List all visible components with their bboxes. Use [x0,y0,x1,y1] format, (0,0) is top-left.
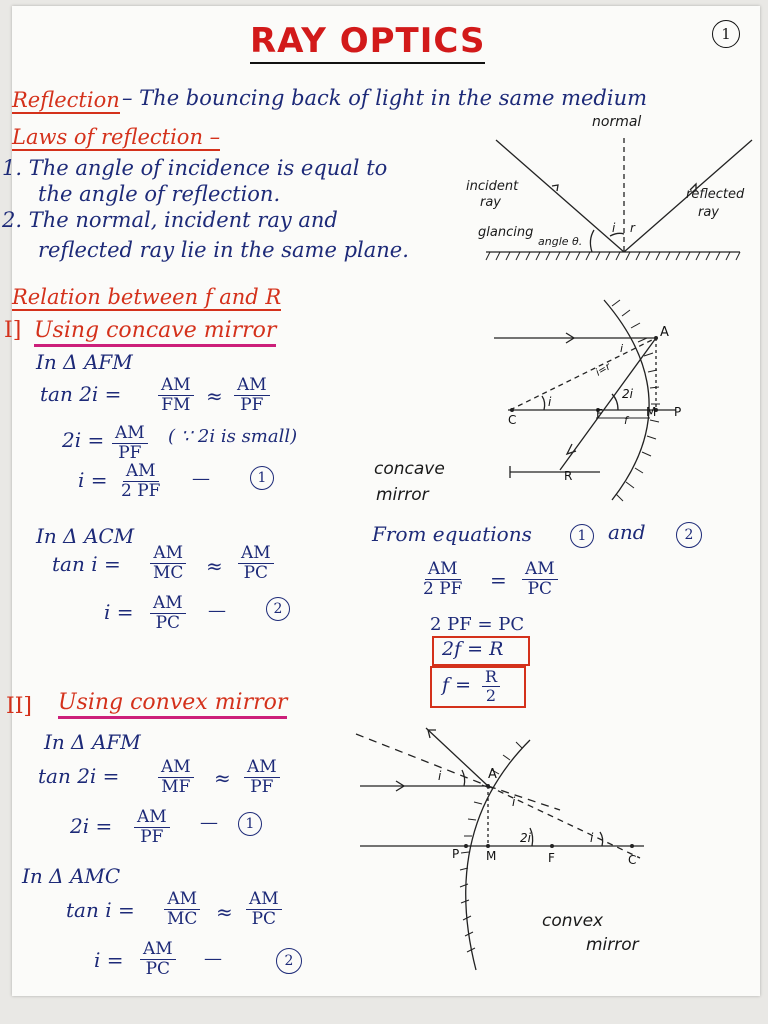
dash-2: — [208,600,226,621]
frac-AM-PF-3: AM PF [244,758,280,796]
cv-pt-M: M [486,849,497,863]
approx-1: ≈ [206,384,223,408]
eq-ref-2a: 2 [266,597,290,621]
law2-line1: 2. The normal, incident ray and [2,208,338,232]
frac-AM-PC-b: AM PC [522,560,558,598]
concave-tan2i: tan 2i = [40,382,122,406]
concave-i2: i = [104,600,134,624]
concave-tri1: In Δ AFM [36,350,133,374]
law2-line2: reflected ray lie in the same plane. [38,238,409,262]
approx-3: ≈ [214,766,231,790]
cv-i-label-2: i [512,795,516,809]
eq-ref-1a: 1 [250,466,274,490]
convex-tani: tan i = [66,898,135,922]
dash-1: — [192,468,210,489]
cv-i-label-3: i [590,831,594,845]
frac-AM-PF-1: AM PF [234,376,270,414]
approx-2: ≈ [206,554,223,578]
approx-4: ≈ [216,900,233,924]
convex-heading: Using convex mirror [58,692,287,719]
eq-ref-2c: 2 [276,948,302,974]
convex-roman: II] [6,694,32,719]
result-f-lhs: f = [442,674,471,696]
convex-tri1: In Δ AFM [44,730,141,754]
normal-label: normal [592,114,642,130]
dash-3: — [200,812,218,833]
equals-1: = [490,568,507,592]
cv-pt-C: C [628,853,637,867]
concave-caption-2: mirror [376,485,429,505]
law1-line2: the angle of reflection. [38,182,281,206]
and-word: and [608,520,646,544]
frac-AM-MC-2: AM MC [164,890,200,928]
normal-to-c [488,786,640,858]
law1-line1: 1. The angle of incidence is equal to [2,156,388,180]
f-label: f [624,414,628,427]
concave-tri2: In Δ ACM [36,524,135,548]
frac-AM-2PF-b: AM 2 PF [423,559,463,599]
pt-F: F [596,407,603,421]
frac-R-2: R 2 [482,668,500,704]
result-2pf-pc: 2 PF = PC [430,614,525,635]
frac-AM-PF-4: AM PF [134,808,170,846]
eq-ref-1b: 1 [570,524,594,548]
dash-4: — [204,948,222,969]
i-eq-r-label: i=r [594,361,613,379]
convex-caption-2: mirror [586,935,639,955]
concave-heading: Using concave mirror [34,320,276,347]
frac-AM-PF-2: AM PF [112,424,148,462]
concave-caption-1: concave [374,459,445,479]
angle-label: angle θ. [538,235,583,248]
frac-AM-PC-4: AM PC [140,940,176,978]
incident-label: incident [466,179,519,194]
result-2f-r: 2f = R [442,638,504,660]
cv-i-label-1: i [438,769,442,783]
frac-AM-2PF: AM 2 PF [121,461,161,501]
incident-label-2: ray [480,195,502,210]
cv-2i-label: 2i [520,831,531,845]
page-title: RAY OPTICS [250,24,485,64]
focus-extension [488,786,560,810]
convex-tri2: In Δ AMC [22,864,121,888]
pt-C: C [508,413,517,427]
eq-ref-1c: 1 [238,812,262,836]
reflected-extension-back [356,734,488,786]
cv-pt-A: A [488,767,497,782]
convex-2i: 2i = [70,814,113,838]
i-label: i [612,221,616,235]
frac-AM-MF: AM MF [158,758,194,796]
concave-tani: tan i = [52,552,121,576]
concave-2i: 2i = [62,428,105,452]
convex-tan2i: tan 2i = [38,764,120,788]
angle-2i-label: 2i [622,387,633,401]
reflection-definition: – The bouncing back of light in the same medium [122,86,648,110]
from-equations: From equations [372,522,532,546]
angle-i-top-label: i [620,342,624,355]
frac-AM-FM: AM FM [158,376,194,414]
frac-AM-PC-3: AM PC [246,890,282,928]
reflection-term: Reflection [12,88,120,112]
reflected-label-2: ray [698,205,720,220]
pt-R: R [564,469,573,483]
cv-pt-F: F [548,851,555,865]
glancing-label: glancing [478,225,534,240]
angle-i-label: i [548,395,552,409]
frac-AM-PC-2: AM PC [150,594,186,632]
frac-AM-MC-1: AM MC [150,544,186,582]
pt-A: A [660,325,669,340]
laws-heading: Laws of reflection – [12,125,221,149]
eq-ref-2b: 2 [676,522,702,548]
convex-i-top-arc [462,770,465,786]
r-label: r [630,221,635,235]
relation-heading: Relation between f and R [12,285,282,309]
convex-caption-1: convex [542,911,604,931]
frac-AM-PC-1: AM PC [238,544,274,582]
reflected-label: reflected [686,187,745,202]
convex-reflected-ray [426,728,488,786]
page-number: 1 [712,20,740,48]
cv-pt-P: P [452,847,460,861]
concave-roman: I] [4,318,22,343]
convex-i: i = [94,948,124,972]
concave-i: i = [78,468,108,492]
concave-2i-note: ( ∵ 2i is small) [168,426,298,447]
pt-M: M [646,405,657,419]
pt-P: P [674,405,682,419]
